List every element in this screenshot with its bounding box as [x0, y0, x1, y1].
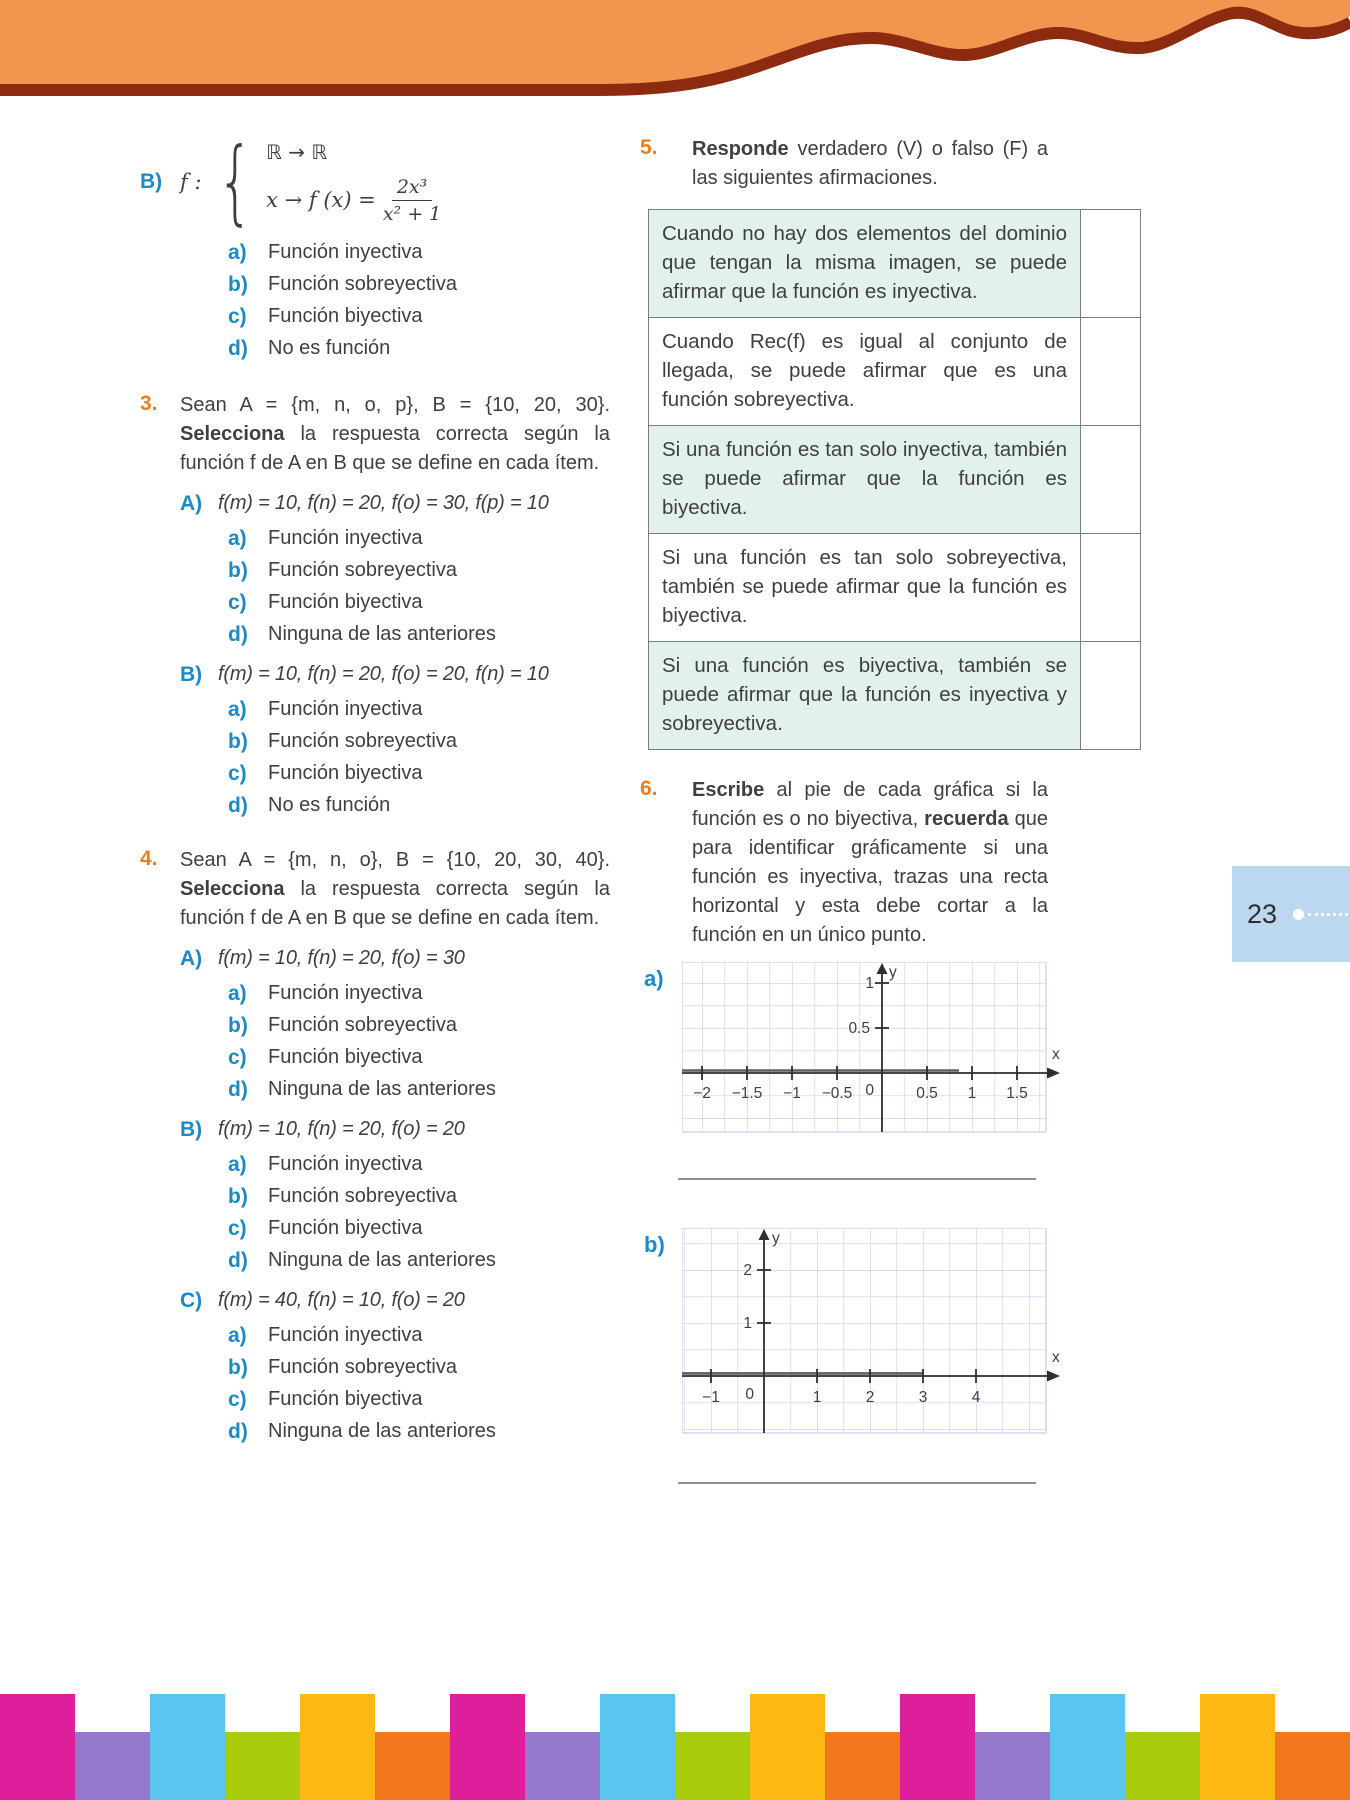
- option-row: [228, 238, 612, 267]
- y-tick-label: 2: [743, 1262, 752, 1279]
- intro-text-2: que para identificar gráficamente si una función es inyectiva, trazas una recta horizontal y esta debe cortar a la función en un único punto.: [692, 808, 1048, 946]
- option-row: [228, 979, 612, 1008]
- intro-bold: Selecciona: [180, 878, 285, 900]
- option-text: Función sobreyectiva: [268, 559, 457, 581]
- intro-text: la respuesta correcta según la función f de A en B que se define en cada ítem.: [180, 423, 611, 474]
- intro-bold-2: recuerda: [924, 808, 1009, 830]
- origin-label: 0: [865, 1082, 874, 1099]
- page-number: 23: [1247, 898, 1278, 929]
- option-text: Función biyectiva: [268, 1046, 423, 1068]
- footer-bar: [1050, 1694, 1125, 1800]
- sub-item-b: [180, 1118, 612, 1275]
- x-tick-label: 1: [812, 1389, 822, 1406]
- answer-cell[interactable]: [1081, 642, 1141, 750]
- sub-item-label: A): [180, 492, 203, 515]
- option-label: c): [228, 591, 247, 614]
- option-row: [228, 1075, 612, 1104]
- y-tick-label: 0.5: [848, 1020, 870, 1037]
- exercise-number: 4.: [140, 847, 158, 870]
- left-column: [140, 128, 612, 1446]
- option-row: [228, 1385, 612, 1414]
- statement-cell: Cuando Rec(f) es igual al conjunto de llegada, se puede afirmar que es una función sobreyectiva.: [649, 318, 1081, 426]
- footer-bar: [675, 1732, 750, 1800]
- option-text: Función biyectiva: [268, 762, 423, 784]
- option-text: No es función: [268, 337, 391, 359]
- sub-item-c: [180, 1289, 612, 1446]
- exercise-intro: [692, 135, 1048, 193]
- statement-cell: Cuando no hay dos elementos del dominio que tengan la misma imagen, se puede afirmar que la función es inyectiva.: [649, 210, 1081, 318]
- sub-item-equation: f(m) = 10, f(n) = 20, f(o) = 20, f(n) = 10: [218, 663, 549, 685]
- option-row: [228, 1246, 612, 1275]
- table-row: [649, 318, 1141, 426]
- sub-item-b: [180, 663, 612, 820]
- exercise-number: 3.: [140, 392, 158, 415]
- intro-text: al pie de cada gráfica si la función es o no biyectiva,: [692, 779, 1048, 830]
- y-tick-label: 1: [865, 975, 874, 992]
- footer-bar: [300, 1694, 375, 1800]
- page-tab: [1232, 866, 1350, 962]
- function-domain-line: ℝ → ℝ: [266, 139, 328, 164]
- option-text: Función inyectiva: [268, 982, 423, 1004]
- x-tick-label: 4: [971, 1389, 981, 1406]
- option-label: a): [228, 982, 247, 1005]
- option-row: [228, 791, 612, 820]
- x-axis-arrow-icon: [1047, 1371, 1060, 1382]
- statement-cell: Si una función es tan solo inyectiva, también se puede afirmar que la función es biyectiva.: [649, 426, 1081, 534]
- option-label: b): [228, 1356, 248, 1379]
- footer-bar: [1200, 1694, 1275, 1800]
- x-tick-label: 2: [865, 1389, 875, 1406]
- option-text: Ninguna de las anteriores: [268, 1420, 496, 1442]
- footer-bar: [375, 1732, 450, 1800]
- option-label: a): [228, 698, 247, 721]
- exercise-number: 6.: [640, 777, 658, 800]
- x-tick-label: 1.5: [1006, 1085, 1028, 1102]
- intro-bold: Escribe: [692, 779, 765, 801]
- footer-bar: [975, 1732, 1050, 1800]
- footer-bar: [0, 1694, 75, 1800]
- option-row: [228, 1182, 612, 1211]
- x-axis-label: x: [1052, 1046, 1060, 1063]
- answer-cell[interactable]: [1081, 210, 1141, 318]
- option-row: [228, 270, 612, 299]
- sub-item-label: B): [180, 663, 203, 686]
- option-text: Función biyectiva: [268, 591, 423, 613]
- x-axis-arrow-icon: [1047, 1068, 1060, 1079]
- sub-item-label: C): [180, 1289, 203, 1312]
- option-row: [228, 334, 612, 363]
- option-label: b): [228, 559, 248, 582]
- option-text: Función inyectiva: [268, 241, 423, 263]
- option-row: [228, 1321, 612, 1350]
- exercise-intro: [692, 776, 1048, 950]
- exercise-5: [640, 135, 1205, 193]
- option-text: Ninguna de las anteriores: [268, 1249, 496, 1271]
- option-label: d): [228, 1249, 248, 1272]
- option-label: d): [228, 337, 248, 360]
- option-text: Función sobreyectiva: [268, 730, 457, 752]
- option-text: Función sobreyectiva: [268, 273, 457, 295]
- option-text: Función sobreyectiva: [268, 1014, 457, 1036]
- sub-item-equation: f(m) = 10, f(n) = 20, f(o) = 20: [218, 1118, 465, 1140]
- footer-bar: [450, 1694, 525, 1800]
- y-tick-label: 1: [743, 1315, 752, 1332]
- statement-cell: Si una función es tan solo sobreyectiva, también se puede afirmar que la función es biyectiva.: [649, 534, 1081, 642]
- table-row: [649, 534, 1141, 642]
- option-row: [228, 1150, 612, 1179]
- intro-text: la respuesta correcta según la función f de A en B que se define en cada ítem.: [180, 878, 611, 929]
- graph-a-plot: [682, 962, 1067, 1136]
- option-row: [228, 1043, 612, 1072]
- origin-label: 0: [745, 1386, 754, 1403]
- x-axis-label: x: [1052, 1349, 1060, 1366]
- function-rule-lhs: x → f (x) =: [266, 188, 376, 212]
- sub-item-equation: f(m) = 10, f(n) = 20, f(o) = 30: [218, 947, 465, 969]
- option-label: c): [228, 1046, 247, 1069]
- footer-bar: [600, 1694, 675, 1800]
- footer-bar: [1125, 1732, 1200, 1800]
- answer-cell[interactable]: [1081, 534, 1141, 642]
- option-label: c): [228, 1388, 247, 1411]
- option-text: Función sobreyectiva: [268, 1185, 457, 1207]
- exercise-intro: [180, 846, 610, 933]
- option-text: Función biyectiva: [268, 1217, 423, 1239]
- answer-cell[interactable]: [1081, 426, 1141, 534]
- intro-bold: Selecciona: [180, 423, 285, 445]
- right-column: [640, 128, 1205, 1484]
- x-tick-label: −1: [783, 1085, 801, 1102]
- option-row: [228, 1417, 612, 1446]
- option-label: c): [228, 1217, 247, 1240]
- fraction-denominator: x² + 1: [382, 202, 442, 225]
- footer-bar: [225, 1732, 300, 1800]
- option-text: Ninguna de las anteriores: [268, 623, 496, 645]
- option-label: d): [228, 623, 248, 646]
- sub-item-a: [180, 947, 612, 1104]
- option-text: Función inyectiva: [268, 1153, 423, 1175]
- option-row: [228, 759, 612, 788]
- option-text: Función biyectiva: [268, 1388, 423, 1410]
- option-row: [228, 588, 612, 617]
- option-row: [228, 695, 612, 724]
- answer-cell[interactable]: [1081, 318, 1141, 426]
- option-label: a): [228, 1153, 247, 1176]
- intro-text: verdadero (V) o falso (F) a las siguientes afirmaciones.: [692, 138, 1048, 189]
- exercise-4: [140, 846, 612, 1446]
- fraction-numerator: 2x³: [392, 176, 432, 201]
- table-row: [649, 426, 1141, 534]
- option-text: No es función: [268, 794, 391, 816]
- option-label: b): [228, 730, 248, 753]
- option-label: c): [228, 305, 247, 328]
- option-text: Ninguna de las anteriores: [268, 1078, 496, 1100]
- true-false-table: [648, 209, 1141, 750]
- option-text: Función inyectiva: [268, 527, 423, 549]
- option-label: a): [228, 1324, 247, 1347]
- option-row: [228, 524, 612, 553]
- option-label: b): [228, 273, 248, 296]
- option-row: [228, 1353, 612, 1382]
- footer-bar: [525, 1732, 600, 1800]
- option-row: [228, 556, 612, 585]
- intro-math: Sean A = {m, n, o, p}, B = {10, 20, 30}.: [180, 394, 610, 416]
- option-text: Función biyectiva: [268, 305, 423, 327]
- option-label: b): [228, 1185, 248, 1208]
- option-row: [228, 1214, 612, 1243]
- footer-bar: [750, 1694, 825, 1800]
- statement-cell: Si una función es biyectiva, también se puede afirmar que la función es inyectiva y sobreyectiva.: [649, 642, 1081, 750]
- option-label: b): [228, 1014, 248, 1037]
- option-label: d): [228, 1078, 248, 1101]
- function-definition: [180, 128, 442, 235]
- grid: [682, 1228, 1046, 1433]
- function-prefix: f :: [180, 170, 202, 194]
- exercise-intro: [180, 391, 610, 478]
- sub-item-equation: f(m) = 40, f(n) = 10, f(o) = 20: [218, 1289, 465, 1311]
- answer-line[interactable]: [678, 1482, 1036, 1484]
- graph-label: b): [644, 1232, 665, 1257]
- option-label: a): [228, 527, 247, 550]
- option-row: [228, 302, 612, 331]
- item-b-block: [140, 128, 612, 363]
- x-tick-label: 3: [918, 1389, 928, 1406]
- option-text: Función inyectiva: [268, 1324, 423, 1346]
- grid: [682, 962, 1046, 1132]
- option-row: [228, 620, 612, 649]
- table-row: [649, 210, 1141, 318]
- y-axis-label: y: [889, 964, 897, 981]
- x-tick-label: −1: [702, 1389, 720, 1406]
- sub-item-label: B): [180, 1118, 203, 1141]
- answer-line[interactable]: [678, 1178, 1036, 1180]
- option-label: d): [228, 1420, 248, 1443]
- footer-color-bars: [0, 1694, 1350, 1800]
- header-wave-decoration: [0, 0, 1350, 120]
- exercise-6: [640, 776, 1205, 950]
- x-tick-label: −1.5: [731, 1085, 763, 1102]
- fraction: [383, 176, 441, 225]
- cases-brace: {: [216, 128, 253, 235]
- option-label: a): [228, 241, 247, 264]
- footer-bar: [900, 1694, 975, 1800]
- x-tick-label: −0.5: [821, 1085, 853, 1102]
- option-text: Función sobreyectiva: [268, 1356, 457, 1378]
- option-row: [228, 1011, 612, 1040]
- tab-dot-icon: [1293, 909, 1304, 920]
- graph-a: [644, 962, 1205, 1136]
- intro-bold: Responde: [692, 138, 789, 160]
- footer-bar: [825, 1732, 900, 1800]
- x-tick-label: 0.5: [916, 1085, 938, 1102]
- graph-b-plot: [682, 1228, 1067, 1438]
- option-label: d): [228, 794, 248, 817]
- sub-item-a: [180, 492, 612, 649]
- graph-label: a): [644, 966, 664, 991]
- y-axis-label: y: [772, 1230, 780, 1247]
- sub-item-equation: f(m) = 10, f(n) = 20, f(o) = 30, f(p) = 10: [218, 492, 549, 514]
- x-tick-label: −2: [693, 1085, 711, 1102]
- exercise-3: [140, 391, 612, 820]
- option-label: c): [228, 762, 247, 785]
- footer-bar: [1275, 1732, 1350, 1800]
- intro-math: Sean A = {m, n, o}, B = {10, 20, 30, 40}.: [180, 849, 610, 871]
- tab-dotted-line: [1308, 913, 1348, 916]
- x-tick-label: 1: [967, 1085, 977, 1102]
- option-row: [228, 727, 612, 756]
- graph-b: [644, 1228, 1205, 1438]
- table-row: [649, 642, 1141, 750]
- footer-bar: [150, 1694, 225, 1800]
- footer-bar: [75, 1732, 150, 1800]
- option-text: Función inyectiva: [268, 698, 423, 720]
- exercise-number: 5.: [640, 136, 658, 159]
- sub-item-label: A): [180, 947, 203, 970]
- item-label: B): [140, 170, 163, 193]
